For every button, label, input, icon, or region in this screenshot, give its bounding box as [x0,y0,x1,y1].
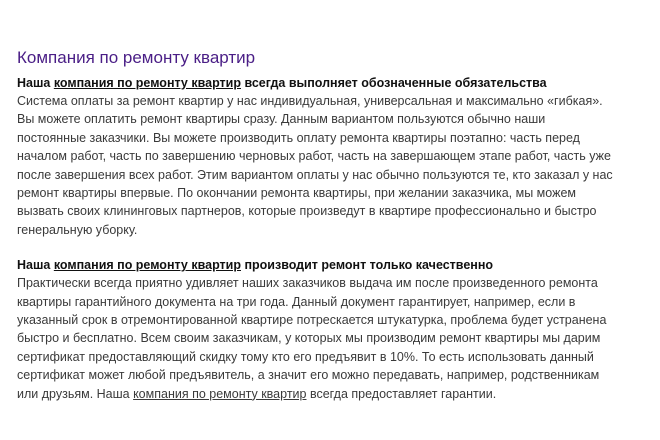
section-spacer [17,239,647,256]
paragraph-line: указанный срок в отремонтированной квартире потрескается штукатурка, проблема будет устранена [17,313,607,328]
paragraph-line: сертификат может любой предъявитель, а значит его можно передавать, например, родственникам [17,368,600,383]
paragraph-line: Практически всегда приятно удивляет наших заказчиков выдача им после произведенного ремонта [17,276,598,291]
section-payment [17,74,647,239]
heading-suffix: всегда выполняет обозначенные обязательства [241,76,547,90]
paragraph-line: ремонт квартиры впервые. По окончании ремонта квартиры, при желании заказчика, мы можем [17,186,576,201]
paragraph-payment [17,92,647,239]
section-quality [17,256,647,403]
heading-suffix: производит ремонт только качественно [241,258,494,273]
paragraph-line: вызвать своих клининговых партнеров, которые произведут в квартире профессионально и быстро [17,204,597,219]
paragraph-line: генеральную уборку. [17,222,138,237]
paragraph-line: квартиры гарантийного документа на три года. Данный документ гарантирует, например, если в [17,294,576,309]
company-link[interactable]: компания по ремонту квартир [53,258,241,273]
heading-prefix: Наша [17,258,54,273]
company-link[interactable]: компания по ремонту квартир [133,386,307,401]
paragraph-line-last [17,385,647,403]
paragraph-line: Система оплаты за ремонт квартир у нас индивидуальная, универсальная и максимально «гибкая». [17,94,603,108]
article [17,48,647,403]
section-heading-payment [17,74,647,92]
last-line-suffix: всегда предоставляет гарантии. [306,386,497,401]
paragraph-line: после завершения всех работ. Этим вариантом оплаты у нас обычно пользуются те, кто заказал у нас [17,167,613,182]
paragraph-line: началом работ, часть по завершению черновых работ, часть на завершающем этапе работ, часть уже [17,149,611,164]
paragraph-line: постоянные заказчики. Вы можете производить оплату ремонта квартиры поэтапно: часть перед [17,130,580,145]
page-title: Компания по ремонту квартир [17,48,256,67]
section-heading-quality [17,256,647,274]
last-line-prefix: или друзьям. Наша [17,386,134,401]
paragraph-quality [17,274,647,403]
paragraph-line: быстро и бесплатно. Всем своим заказчикам, у которых мы производим ремонт квартиры мы дарим [17,331,601,346]
company-link[interactable]: компания по ремонту квартир [53,76,241,90]
paragraph-line: сертификат предоставляющий скидку тому кто его предъявит в 10%. То есть использовать данный [17,349,594,364]
paragraph-line: Вы можете оплатить ремонт квартиры сразу. Данным вариантом пользуются обычно наши [17,112,546,127]
heading-prefix: Наша [17,76,54,90]
